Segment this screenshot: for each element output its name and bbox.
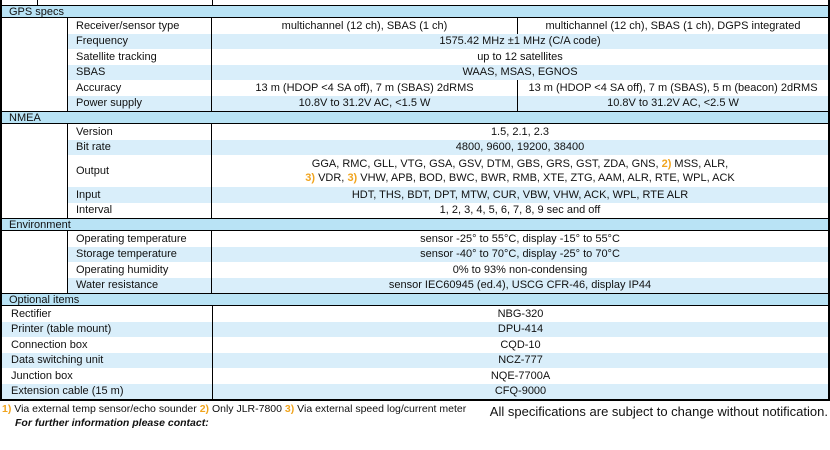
cell-water-resistance: sensor IEC60945 (ed.4), USCG CFR-46, display IP44 <box>388 279 652 292</box>
row-label: Printer (table mount) <box>2 322 213 338</box>
table-partial-row-top <box>2 0 828 5</box>
section-header-environment <box>2 218 828 231</box>
cell-accuracy-left: 13 m (HDOP <4 SA off), 7 m (SBAS) 2dRMS <box>212 80 518 96</box>
row-printer <box>2 322 828 338</box>
row-label: Power supply <box>68 96 212 112</box>
disclaimer-text: All specifications are subject to change without notification. <box>489 404 828 419</box>
row-label: Connection box <box>2 337 213 353</box>
cell-sbas: WAAS, MSAS, EGNOS <box>462 66 578 79</box>
section-title: Optional items <box>9 293 80 306</box>
output-line-1: GGA, RMC, GLL, VTG, GSA, GSV, DTM, GBS, GRS, GST, ZDA, GNS, 2) MSS, ALR, <box>311 157 729 170</box>
row-label: Bit rate <box>68 140 212 156</box>
row-label: Accuracy <box>68 80 212 96</box>
row-label: Satellite tracking <box>68 49 212 65</box>
section-nmea-body <box>2 124 828 218</box>
section-environment-body <box>2 231 828 293</box>
cell-rectifier: NBG-320 <box>497 307 544 320</box>
cell-operating-temperature: sensor -25° to 55°C, display -15° to 55°C <box>420 232 620 245</box>
row-input <box>68 187 828 203</box>
section-title: NMEA <box>9 111 41 124</box>
partial-cell <box>2 0 38 5</box>
row-receiver-sensor-type <box>68 18 828 34</box>
row-operating-humidity <box>68 262 828 278</box>
row-label: Input <box>68 187 212 203</box>
row-label: Version <box>68 124 212 140</box>
row-operating-temperature <box>68 231 828 247</box>
section-header-optional-items <box>2 293 828 306</box>
cell-frequency: 1575.42 MHz ±1 MHz (C/A code) <box>439 35 601 48</box>
row-label: Operating humidity <box>68 262 212 278</box>
cell-power-left: 10.8V to 31.2V AC, <1.5 W <box>212 96 518 112</box>
row-label: Output <box>68 155 212 187</box>
row-rectifier <box>2 306 828 322</box>
row-label: Frequency <box>68 34 212 50</box>
cell-input: HDT, THS, BDT, DPT, MTW, CUR, VBW, VHW, ACK, WPL, RTE ALR <box>351 188 689 201</box>
row-connection-box <box>2 337 828 353</box>
partial-cell <box>38 0 213 5</box>
contact-note: For further information please contact: <box>15 417 209 429</box>
row-label: Storage temperature <box>68 247 212 263</box>
row-interval <box>68 203 828 219</box>
gps-gutter-cell <box>2 18 68 111</box>
footnotes-line: 1) Via external temp sensor/echo sounder 2) Only JLR-7800 3) Via external speed log/current meter <box>2 403 467 415</box>
section-optional-body <box>2 306 828 399</box>
cell-extension-cable: CFQ-9000 <box>494 385 547 398</box>
row-label: Operating temperature <box>68 231 212 247</box>
cell-printer: DPU-414 <box>497 323 544 336</box>
row-sbas <box>68 65 828 81</box>
row-label: Extension cable (15 m) <box>2 384 213 400</box>
row-data-switching-unit <box>2 353 828 369</box>
row-label: Rectifier <box>2 306 213 322</box>
cell-output <box>212 155 828 187</box>
cell-bit-rate: 4800, 9600, 19200, 38400 <box>455 141 585 154</box>
cell-connection-box: CQD-10 <box>500 338 541 351</box>
row-label: Receiver/sensor type <box>68 18 212 34</box>
row-extension-cable <box>2 384 828 400</box>
row-water-resistance <box>68 278 828 294</box>
row-satellite-tracking <box>68 49 828 65</box>
cell-power-right: 10.8V to 31.2V AC, <2.5 W <box>607 97 739 110</box>
section-header-gps-specs <box>2 5 828 18</box>
row-bit-rate <box>68 140 828 156</box>
row-storage-temperature <box>68 247 828 263</box>
row-label: SBAS <box>68 65 212 81</box>
cell-satellite-tracking: up to 12 satellites <box>477 50 563 63</box>
row-label: Interval <box>68 203 212 219</box>
cell-operating-humidity: 0% to 93% non-condensing <box>452 263 588 276</box>
row-label: Junction box <box>2 368 213 384</box>
nmea-gutter-cell <box>2 124 68 218</box>
row-output <box>68 155 828 187</box>
output-line-2: 3) VDR, 3) VHW, APB, BOD, BWC, BWR, RMB, XTE, ZTG, AAM, ALR, RTE, WPL, ACK <box>305 172 735 184</box>
row-power-supply <box>68 96 828 112</box>
section-gps-body <box>2 18 828 111</box>
row-frequency <box>68 34 828 50</box>
cell-junction-box: NQE-7700A <box>490 369 551 382</box>
cell-receiver-left: multichannel (12 ch), SBAS (1 ch) <box>212 18 518 34</box>
row-accuracy <box>68 80 828 96</box>
cell-storage-temperature: sensor -40° to 70°C, display -25° to 70°C <box>420 248 620 261</box>
section-title: Environment <box>9 218 71 231</box>
cell-data-switching-unit: NCZ-777 <box>498 354 543 367</box>
section-header-nmea <box>2 111 828 124</box>
cell-accuracy-right: 13 m (HDOP <4 SA off), 7 m (SBAS), 5 m (beacon) 2dRMS <box>528 81 818 94</box>
cell-receiver-right: multichannel (12 ch), SBAS (1 ch), DGPS integrated <box>545 19 801 32</box>
partial-cell <box>213 0 828 5</box>
row-label: Data switching unit <box>2 353 213 369</box>
row-version <box>68 124 828 140</box>
footnotes-block <box>2 403 466 430</box>
cell-version: 1.5, 2.1, 2.3 <box>490 125 550 138</box>
section-title: GPS specs <box>9 5 65 18</box>
row-label: Water resistance <box>68 278 212 294</box>
row-junction-box <box>2 368 828 384</box>
cell-interval: 1, 2, 3, 4, 5, 6, 7, 8, 9 sec and off <box>439 204 601 217</box>
footer <box>0 403 830 430</box>
environment-gutter-cell <box>2 231 68 293</box>
